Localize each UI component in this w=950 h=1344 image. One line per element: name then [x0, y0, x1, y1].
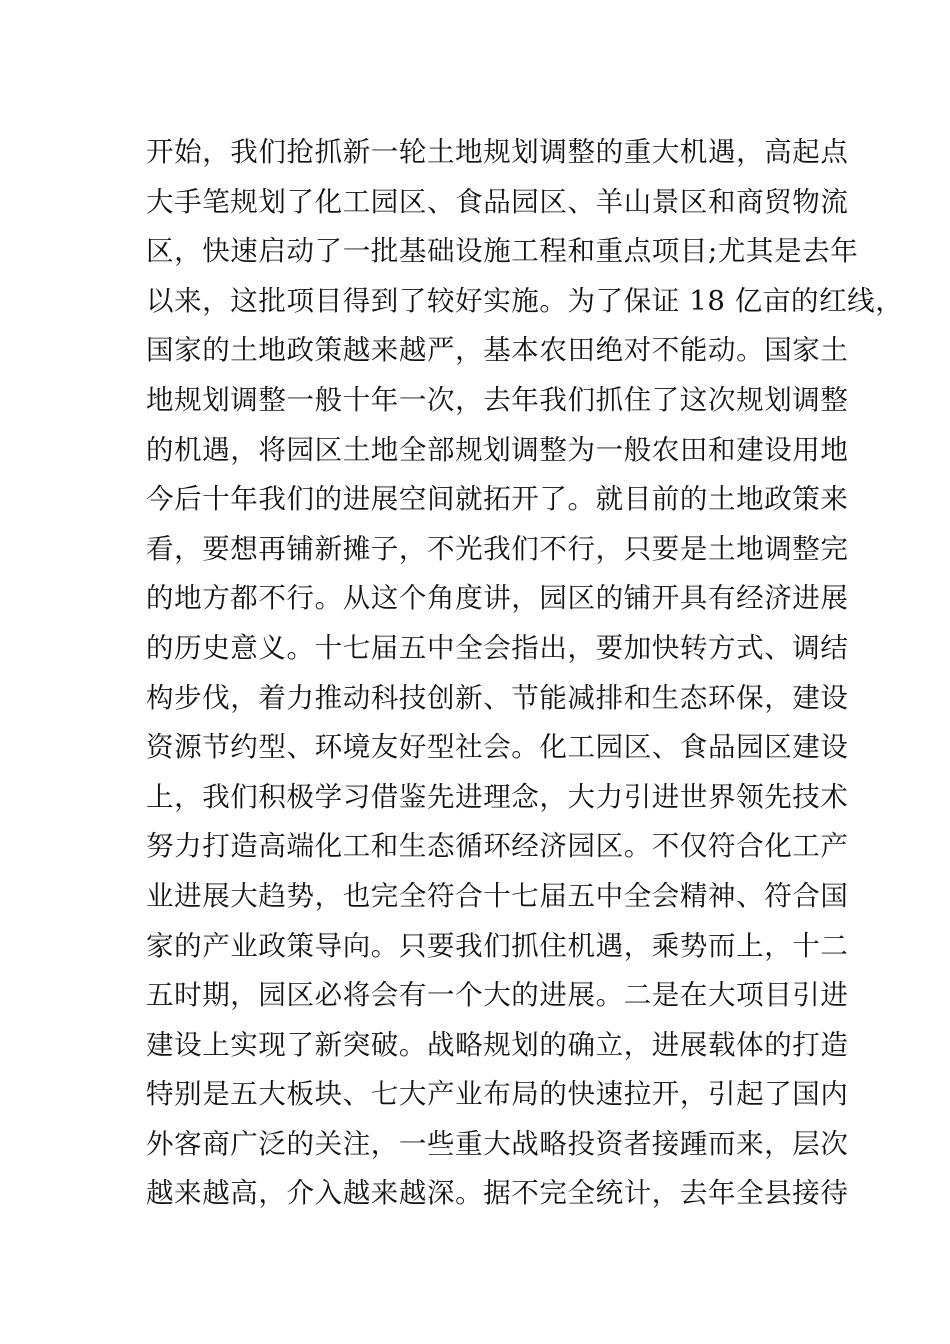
text-line: 区，快速启动了一批基础设施工程和重点项目;尤其是去年 — [146, 235, 859, 268]
text-line: 开始，我们抢抓新一轮土地规划调整的重大机遇，高起点 — [146, 136, 849, 168]
text-line: 资源节约型、环境友好型社会。化工园区、食品园区建设 — [146, 731, 849, 764]
body-text — [146, 128, 904, 1219]
text-line: 特别是五大板块、七大产业布局的快速拉开，引起了国内 — [146, 1078, 849, 1111]
text-line: 大手笔规划了化工园区、食品园区、羊山景区和商贸物流 — [146, 185, 849, 218]
text-line: 的地方都不行。从这个角度讲，园区的铺开具有经济进展 — [146, 582, 849, 615]
text-line: 国家的土地政策越来越严，基本农田绝对不能动。国家土 — [146, 334, 849, 367]
text-line: 构步伐，着力推动科技创新、节能减排和生态环保，建设 — [146, 681, 849, 714]
text-line: 以来，这批项目得到了较好实施。为了保证 18 亿亩的红线， — [146, 284, 904, 317]
text-line: 建设上实现了新突破。战略规划的确立，进展载体的打造 — [146, 1028, 849, 1061]
text-line: 努力打造高端化工和生态循环经济园区。不仅符合化工产 — [146, 830, 849, 863]
text-line: 的历史意义。十七届五中全会指出，要加快转方式、调结 — [146, 631, 849, 664]
text-line: 的机遇，将园区土地全部规划调整为一般农田和建设用地 — [146, 433, 849, 466]
text-line: 越来越高，介入越来越深。据不完全统计，去年全县接待 — [146, 1177, 849, 1210]
text-line: 今后十年我们的进展空间就拓开了。就目前的土地政策来 — [146, 483, 849, 516]
text-line: 上，我们积极学习借鉴先进理念，大力引进世界领先技术 — [146, 780, 849, 813]
text-line: 家的产业政策导向。只要我们抓住机遇，乘势而上，十二 — [146, 929, 849, 962]
text-line: 五时期，园区必将会有一个大的进展。二是在大项目引进 — [146, 979, 849, 1012]
text-line: 地规划调整一般十年一次，去年我们抓住了这次规划调整 — [146, 383, 849, 416]
text-line: 看，要想再铺新摊子，不光我们不行，只要是土地调整完 — [146, 532, 849, 565]
text-line: 外客商广泛的关注，一些重大战略投资者接踵而来，层次 — [146, 1127, 849, 1160]
text-line: 业进展大趋势，也完全符合十七届五中全会精神、符合国 — [146, 879, 849, 912]
